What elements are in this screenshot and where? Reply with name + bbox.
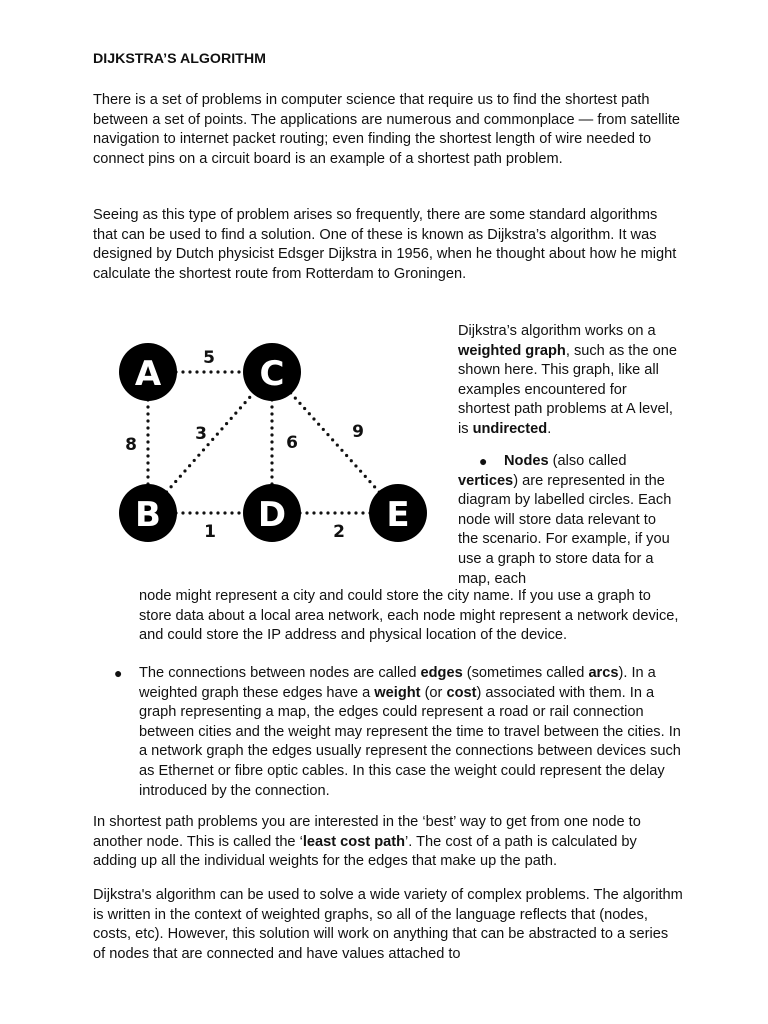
nodes-text-1: (also called [548,453,627,469]
edges-text-1: The connections between nodes are called [139,665,421,681]
applications-paragraph: Dijkstra's algorithm can be used to solve a wide variety of complex problems. The algorithm is written in the context of weighted graphs, so all of the language reflects that (nodes, costs, etc). However, this solution will work on anything that can be abstracted to a series of nodes that are connected and have values attached to [93,887,683,962]
term-weighted-graph: weighted graph [458,342,566,359]
history-paragraph: Seeing as this type of problem arises so frequently, there are some standard algorithms that can be used to find a solution. One of these is known as Dijkstra’s algorithm. It was designed by Dutch physicist Edsger Dijkstra in 1956, when he thought about how he might calculate the shortest route from Rotterdam to Groningen. [93,207,677,282]
edges-text-3: ). In a weighted graph these edges have a [139,665,656,701]
term-vertices: vertices [458,472,514,489]
page-title: DIJKSTRA’S ALGORITHM [93,51,266,67]
side-text-3: . [547,420,552,437]
weight-de: 2 [333,522,345,542]
weight-cd: 6 [286,433,298,453]
weight-ab: 8 [125,435,137,455]
node-label-b: B [135,495,161,535]
nodes-text-2: ) are represented in the diagram by labelled circles. Each node will store data relevant to the scenario. For example, if you use a graph to store data for a map, each [458,472,672,587]
weight-bd: 1 [204,522,216,542]
edges-text-2: (sometimes called [462,665,589,681]
lcp-text-2: ’. The cost of a path is calculated by adding up all the individual weights for the edges that make up the path. [93,833,637,870]
bullet-edges [139,664,681,801]
term-nodes: Nodes [504,453,549,469]
bullet-marker-edges: ● [114,665,123,681]
node-label-e: E [386,495,410,535]
node-label-c: C [259,354,285,394]
term-undirected: undirected [472,420,548,437]
term-arcs: arcs [588,665,619,681]
weight-ac: 5 [203,348,215,368]
node-label-a: A [134,354,162,394]
term-edges: edges [420,665,463,681]
lcp-text-1: In shortest path problems you are interested in the ‘best’ way to get from one node to another node. This is called the ‘ [93,814,641,850]
term-least-cost-path: least cost path [302,833,406,850]
weighted-graph-description [458,322,680,440]
edges-text-4: (or [420,684,447,701]
bullet-nodes-continued: node might represent a city and could store the city name. If you use a graph to store data about a local area network, each node might represent a network device, and could store the IP address and physical location of the device. [139,588,679,644]
weight-bc: 3 [195,424,207,444]
bullet-marker-nodes: ● [479,453,488,469]
term-cost: cost [446,684,477,701]
node-label-d: D [257,495,287,535]
side-text-2: , such as the one shown here. This graph, like all examples encountered for shortest path problems at A level, is [458,342,677,437]
weight-ce: 9 [352,422,364,442]
side-text-1: Dijkstra’s algorithm works on a [458,323,656,339]
bullet-nodes-first [458,452,680,589]
edges-text-5: ) associated with them. In a graph representing a map, the edges could represent a road or rail connection between cities and the weight may represent the time to travel between the cities. In a network graph the edges usually represent the connections between devices such as Ethernet or fibre optic cables. In this case the weight could represent the delay introduced by the connection. [139,684,681,799]
intro-paragraph: There is a set of problems in computer science that require us to find the shortest path between a set of points. The applications are numerous and commonplace — from satellite navigation to internet packet routing; even finding the shortest length of wire needed to connect pins on a circuit board is an example of a shortest path problem. [93,92,681,167]
term-weight: weight [374,684,421,701]
weighted-graph-diagram [112,335,432,545]
least-cost-path-paragraph [93,813,683,872]
